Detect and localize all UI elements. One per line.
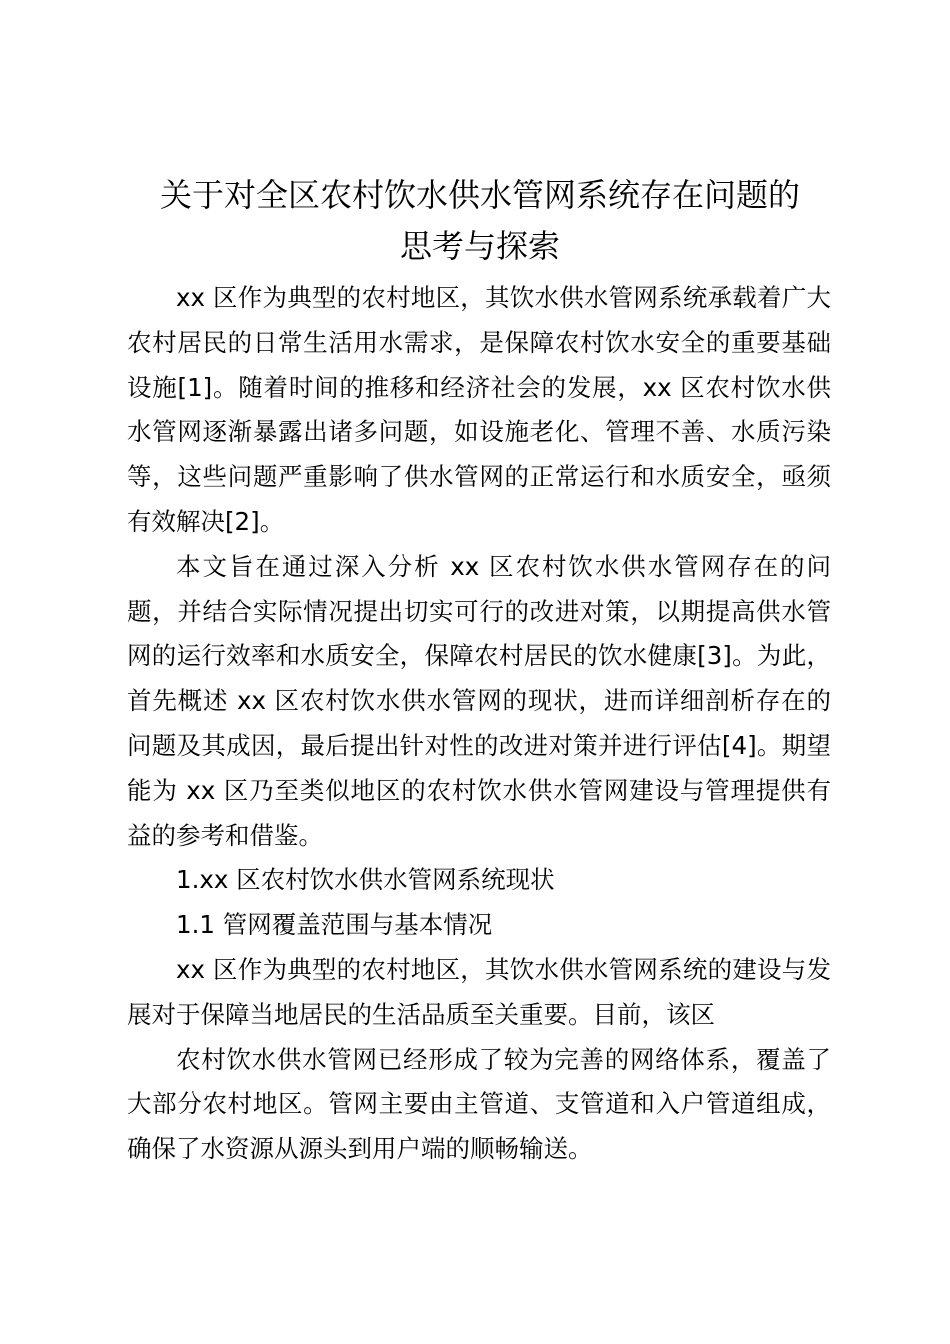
paragraph-intro: xx 区作为典型的农村地区，其饮水供水管网系统承载着广大农村居民的日常生活用水需求，是保障农村饮水安全的重要基础设施[1]。随着时间的推移和经济社会的发展，xx 区农村饮水供水管网逐渐暴露出诸多问题，如设施老化、管理不善、水质污染等，这些问题严重影响了供水管网的正常运行和水质安全，亟须有效解决[2]。	[127, 283, 831, 536]
paragraph-network: 农村饮水供水管网已经形成了较为完善的网络体系，覆盖了大部分农村地区。管网主要由主管道、支管道和入户管道组成，确保了水资源从源头到用户端的顺畅输送。	[127, 1044, 831, 1164]
paragraph-status: xx 区作为典型的农村地区，其饮水供水管网系统的建设与发展对于保障当地居民的生活品质至关重要。目前，该区	[127, 954, 831, 1029]
subsection-heading: 1.1 管网覆盖范围与基本情况	[176, 910, 493, 940]
paragraph-purpose: 本文旨在通过深入分析 xx 区农村饮水供水管网存在的问题，并结合实际情况提出切实可行的改进对策，以期提高供水管网的运行效率和水质安全，保障农村居民的饮水健康[3]。为此，首先概述 xx 区农村饮水供水管网的现状，进而详细剖析存在的问题及其成因，最后提出针对性的改进对策并进行评估[4]。期望能为 xx 区乃至类似地区的农村饮水供水管网建设与管理提供有益的参考和借鉴。	[127, 551, 831, 850]
section-heading: 1.xx 区农村饮水供水管网系统现状	[176, 865, 555, 895]
title-line-2: 思考与探索	[399, 227, 560, 265]
document-body	[127, 276, 831, 1172]
title-line-1: 关于对全区农村饮水供水管网系统存在问题的	[159, 176, 800, 214]
document-title	[110, 170, 850, 272]
